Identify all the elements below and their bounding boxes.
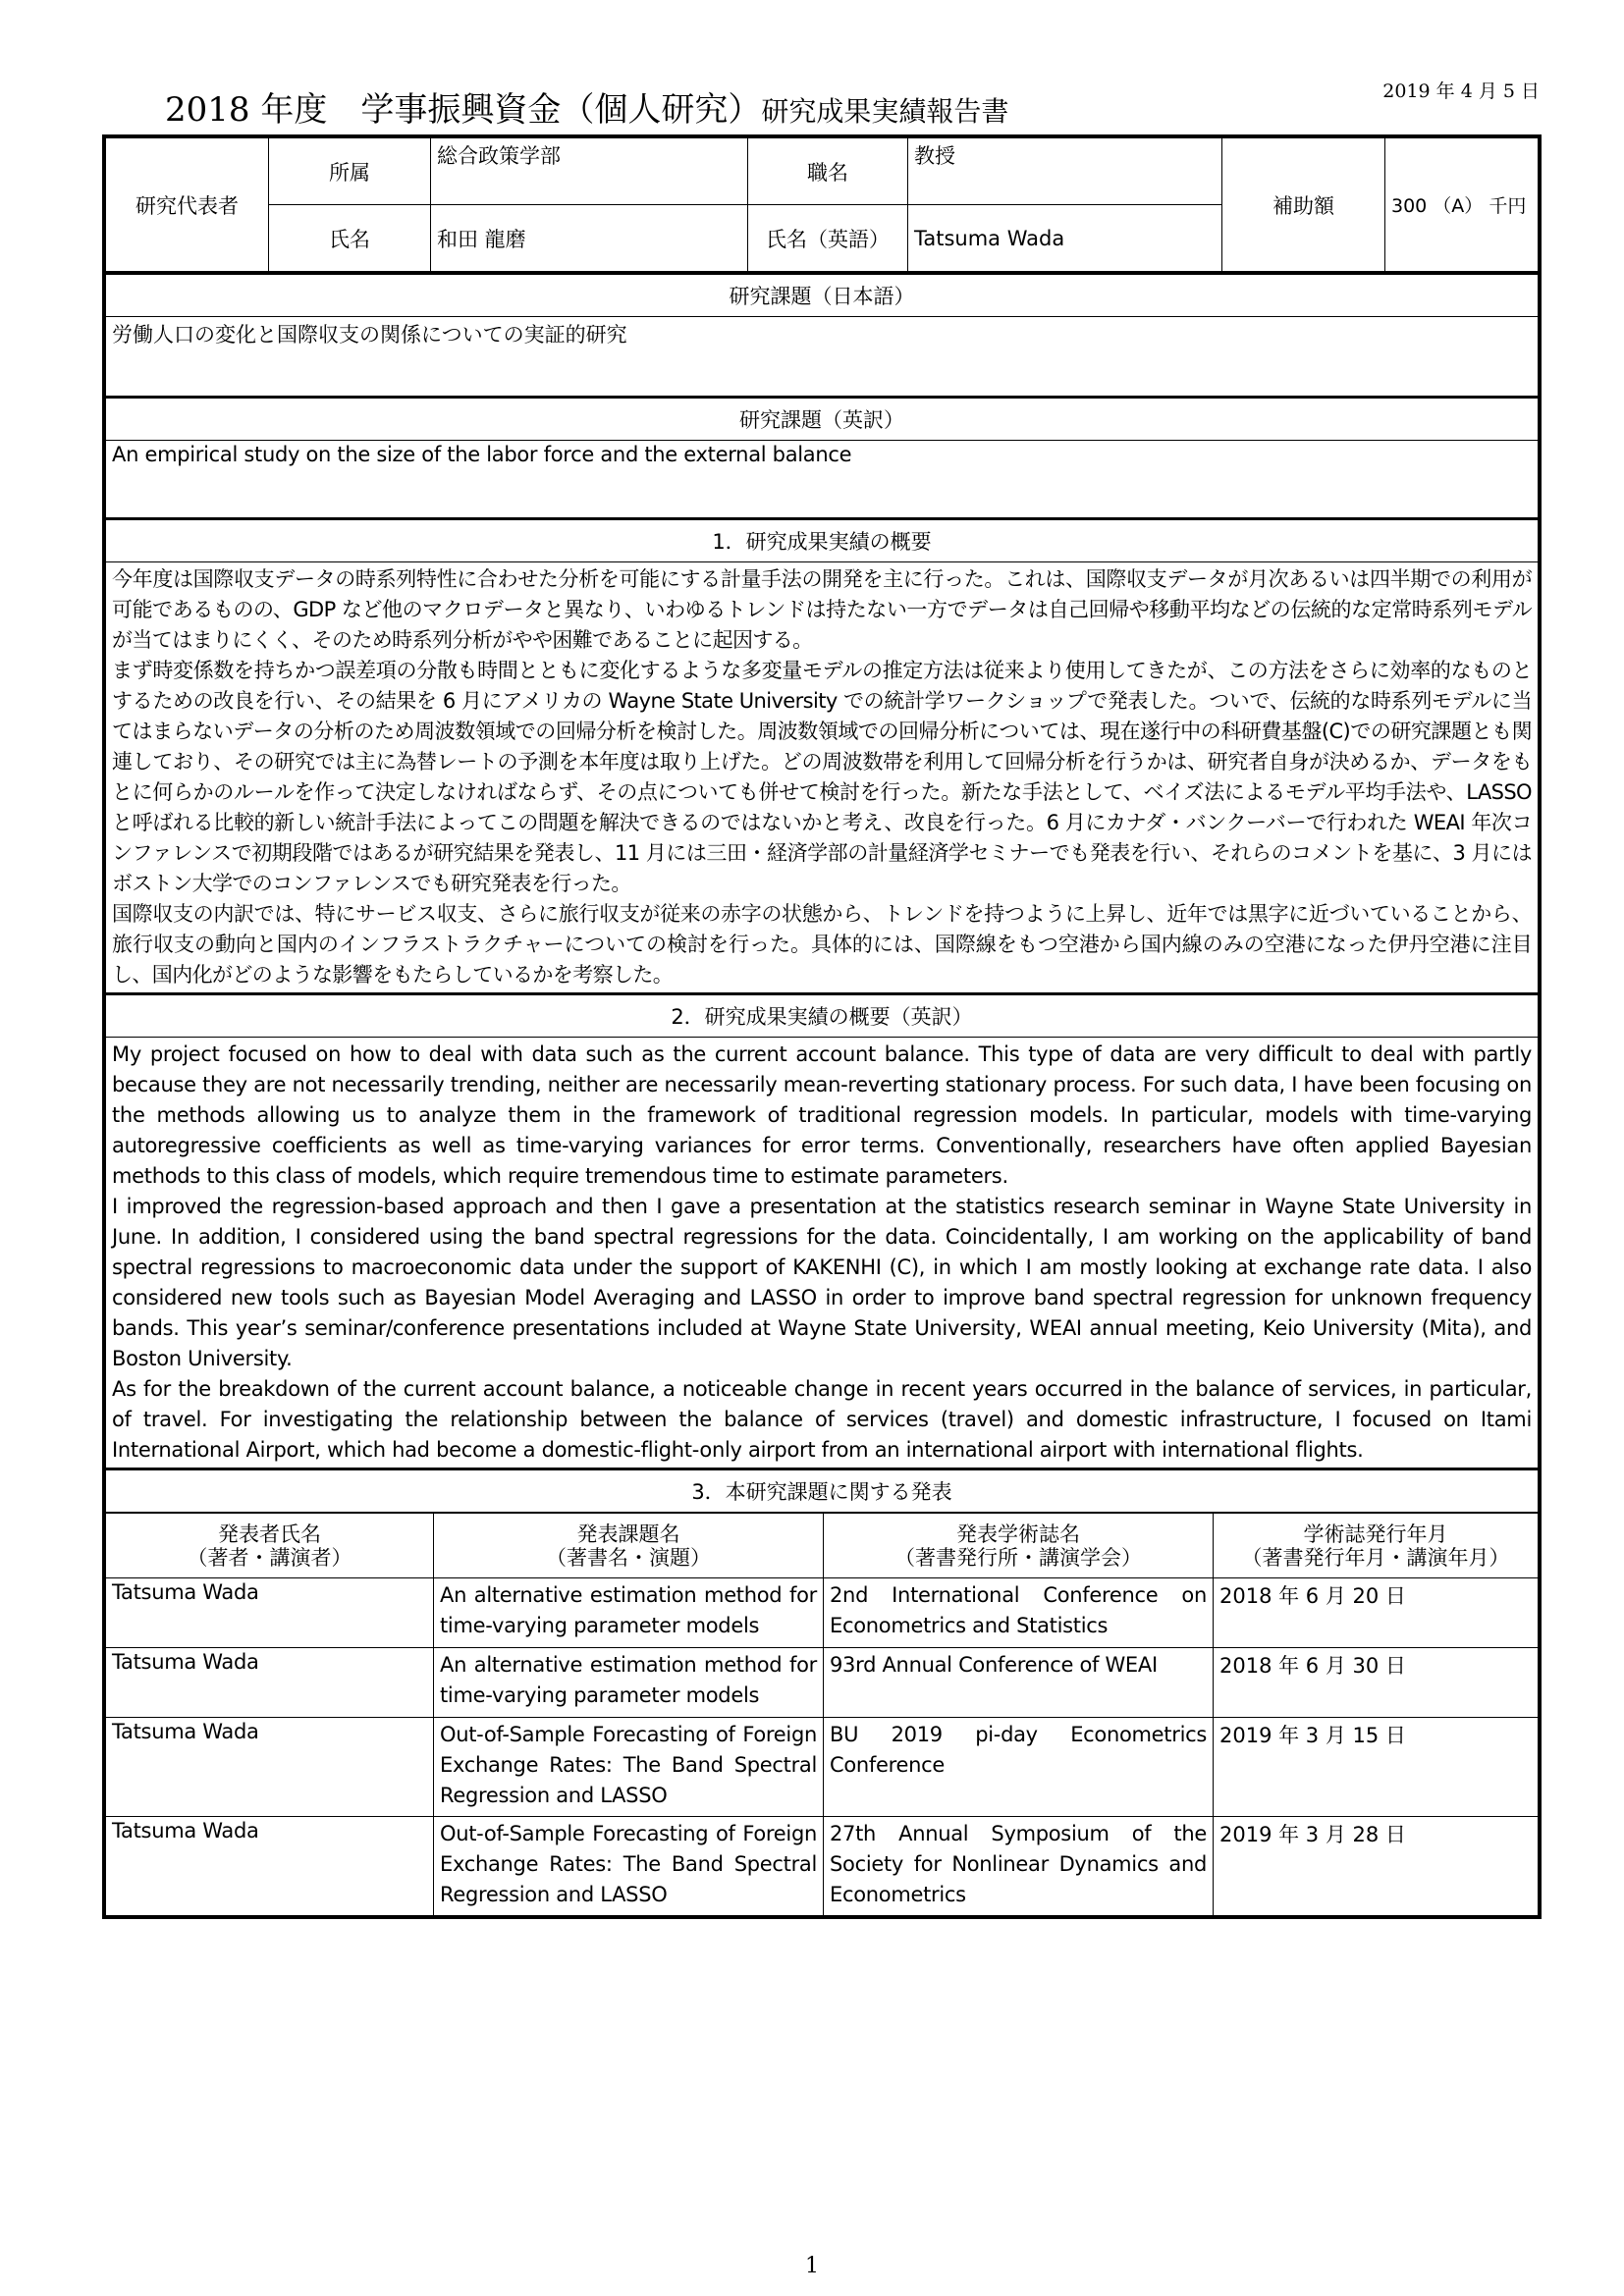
- name-en-value: Tatsuma Wada: [908, 205, 1222, 272]
- table-row: [106, 1718, 1539, 1817]
- summary-ja-paragraph: まず時変係数を持ちかつ誤差項の分散も時間とともに変化するような多変量モデルの推定方法は従来より使用してきたが、この方法をさらに効率的なものとするための改良を行い、その結果を 6 月にアメリカの Wayne State University での統計学ワークショップで発表した。ついで、伝統的な時系列モデルに当てはまらないデータの分析のため周波数領域での回帰分析を検討した。周波数領域での回帰分析については、現在遂行中の科研費基盤(C)での研究課題とも関連しており、その研究では主に為替レートの予測を本年度は取り上げた。どの周波数帯を利用して回帰分析を行うかは、研究者自身が決めるか、データをもとに何らかのルールを作って決定しなければならず、その点についても併せて検討を行った。新たな手法として、ベイズ法によるモデル平均手法や、LASSO と呼ばれる比較的新しい統計手法によってこの問題を解決できるのではないかと考え、改良を行った。6 月にカナダ・バンクーバーで行われた WEAI 年次コンファレンスで初期段階ではあるが研究結果を発表し、11 月には三田・経済学部の計量経済学セミナーでも発表を行い、それらのコメントを基に、3 月にはボストン大学でのコンファレンスでも研究発表を行った。: [112, 659, 1532, 895]
- presentations-header: 3．本研究課題に関する発表: [106, 1469, 1539, 1513]
- col-header-title: 発表課題名 （著書名・演題）: [434, 1514, 824, 1578]
- presenter-cell: Tatsuma Wada: [106, 1578, 434, 1648]
- topic-ja-text: 労働人口の変化と国際収支の関係についての実証的研究: [106, 317, 1539, 398]
- grant-label: 補助額: [1222, 138, 1385, 272]
- name-en-label: 氏名（英語）: [748, 205, 908, 272]
- post-value: 教授: [908, 138, 1222, 205]
- venue-cell: 2nd International Conference on Econometrics and Statistics: [824, 1578, 1214, 1648]
- topic-en-header: 研究課題（英訳）: [106, 398, 1539, 441]
- report-date: 2019 年 4 月 5 日: [1382, 80, 1540, 102]
- report-form: [102, 134, 1542, 1919]
- affil-label: 所属: [269, 138, 431, 205]
- presenter-cell: Tatsuma Wada: [106, 1817, 434, 1916]
- topic-ja-header: 研究課題（日本語）: [106, 274, 1539, 317]
- summary-ja-paragraph: 国際収支の内訳では、特にサービス収支、さらに旅行収支が従来の赤字の状態から、トレンドを持つように上昇し、近年では黒字に近づいていることから、旅行収支の動向と国内のインフラストラクチャーについての検討を行った。具体的には、国際線をもつ空港から国内線のみの空港になった伊丹空港に注目し、国内化がどのような影響をもたらしているかを考察した。: [112, 902, 1532, 987]
- name-label: 氏名: [269, 205, 431, 272]
- title-main: 2018 年度 学事振興資金（個人研究）: [165, 90, 762, 130]
- name-value: 和田 龍磨: [431, 205, 748, 272]
- summary-en-paragraph: I improved the regression-based approach and then I gave a presentation at the statistics research seminar in Wayne State University in June. In addition, I considered using the band spectral regressions for the data. Coincidentally, I am working on the applicability of band spectral regressions to macroeconomic data under the support of KAKENHI (C), in which I am mostly looking at exchange rate data. I also considered new tools such as Bayesian Model Averaging and LASSO in order to improve band spectral regression for unknown frequency bands. This year’s seminar/conference presentations included at Wayne State University, WEAI annual meeting, Keio University (Mita), and Boston University.: [112, 1195, 1532, 1370]
- page-number: 1: [805, 2254, 819, 2278]
- body-table: [105, 272, 1539, 1513]
- grant-value: 300 （A） 千円: [1385, 138, 1539, 272]
- title-sub: 研究成果実績報告書: [761, 95, 1009, 128]
- col-header-presenter: 発表者氏名 （著者・講演者）: [106, 1514, 434, 1578]
- title-cell: An alternative estimation method for time-varying parameter models: [434, 1648, 824, 1718]
- col-header-venue: 発表学術誌名 （著書発行所・講演学会）: [824, 1514, 1214, 1578]
- presenter-cell: Tatsuma Wada: [106, 1648, 434, 1718]
- document-title: [165, 82, 1008, 131]
- date-cell: 2019 年 3 月 15 日: [1214, 1718, 1539, 1817]
- post-label: 職名: [748, 138, 908, 205]
- affil-value: 総合政策学部: [431, 138, 748, 205]
- rep-label: 研究代表者: [106, 138, 269, 272]
- summary-en-paragraph: My project focused on how to deal with data such as the current account balance. This type of data are very difficult to deal with partly because they are not necessarily trending, neither are necessarily mean-reverting stationary process. For such data, I have been focusing on the methods allowing us to analyze them in the framework of traditional regression models. In particular, models with time-varying autoregressive coefficients as well as time-varying variances for error terms. Conventionally, researchers have often applied Bayesian methods to this class of models, which require tremendous time to estimate parameters.: [112, 1042, 1532, 1188]
- summary-ja: [106, 562, 1539, 994]
- venue-cell: 27th Annual Symposium of the Society for Nonlinear Dynamics and Econometrics: [824, 1817, 1214, 1916]
- col-header-date: 学術誌発行年月 （著書発行年月・講演年月）: [1214, 1514, 1539, 1578]
- venue-cell: BU 2019 pi-day Econometrics Conference: [824, 1718, 1214, 1817]
- summary-en-header: 2．研究成果実績の概要（英訳）: [106, 994, 1539, 1038]
- summary-en: [106, 1038, 1539, 1469]
- venue-cell: 93rd Annual Conference of WEAI: [824, 1648, 1214, 1718]
- date-cell: 2018 年 6 月 30 日: [1214, 1648, 1539, 1718]
- table-row: [106, 1578, 1539, 1648]
- date-cell: 2019 年 3 月 28 日: [1214, 1817, 1539, 1916]
- presentations-table: [105, 1513, 1539, 1916]
- table-row: [106, 1817, 1539, 1916]
- title-cell: Out-of-Sample Forecasting of Foreign Exchange Rates: The Band Spectral Regression and LASSO: [434, 1718, 824, 1817]
- title-cell: An alternative estimation method for time-varying parameter models: [434, 1578, 824, 1648]
- summary-ja-header: 1．研究成果実績の概要: [106, 519, 1539, 562]
- summary-ja-paragraph: 今年度は国際収支データの時系列特性に合わせた分析を可能にする計量手法の開発を主に行った。これは、国際収支データが月次あるいは四半期での利用が可能であるものの、GDP など他のマクロデータと異なり、いわゆるトレンドは持たない一方でデータは自己回帰や移動平均などの伝統的な定常時系列モデルが当てはまりにくく、そのため時系列分析がやや困難であることに起因する。: [112, 567, 1532, 652]
- date-cell: 2018 年 6 月 20 日: [1214, 1578, 1539, 1648]
- summary-en-paragraph: As for the breakdown of the current account balance, a noticeable change in recent years occurred in the balance of services, in particular, of travel. For investigating the relationship between the balance of services (travel) and domestic infrastructure, I focused on Itami International Airport, which had become a domestic-flight-only airport from an international airport with international flights.: [112, 1377, 1532, 1462]
- topic-en-text: An empirical study on the size of the labor force and the external balance: [106, 441, 1539, 519]
- table-row: [106, 1648, 1539, 1718]
- presenter-cell: Tatsuma Wada: [106, 1718, 434, 1817]
- title-cell: Out-of-Sample Forecasting of Foreign Exchange Rates: The Band Spectral Regression and LASSO: [434, 1817, 824, 1916]
- info-table: [105, 137, 1539, 272]
